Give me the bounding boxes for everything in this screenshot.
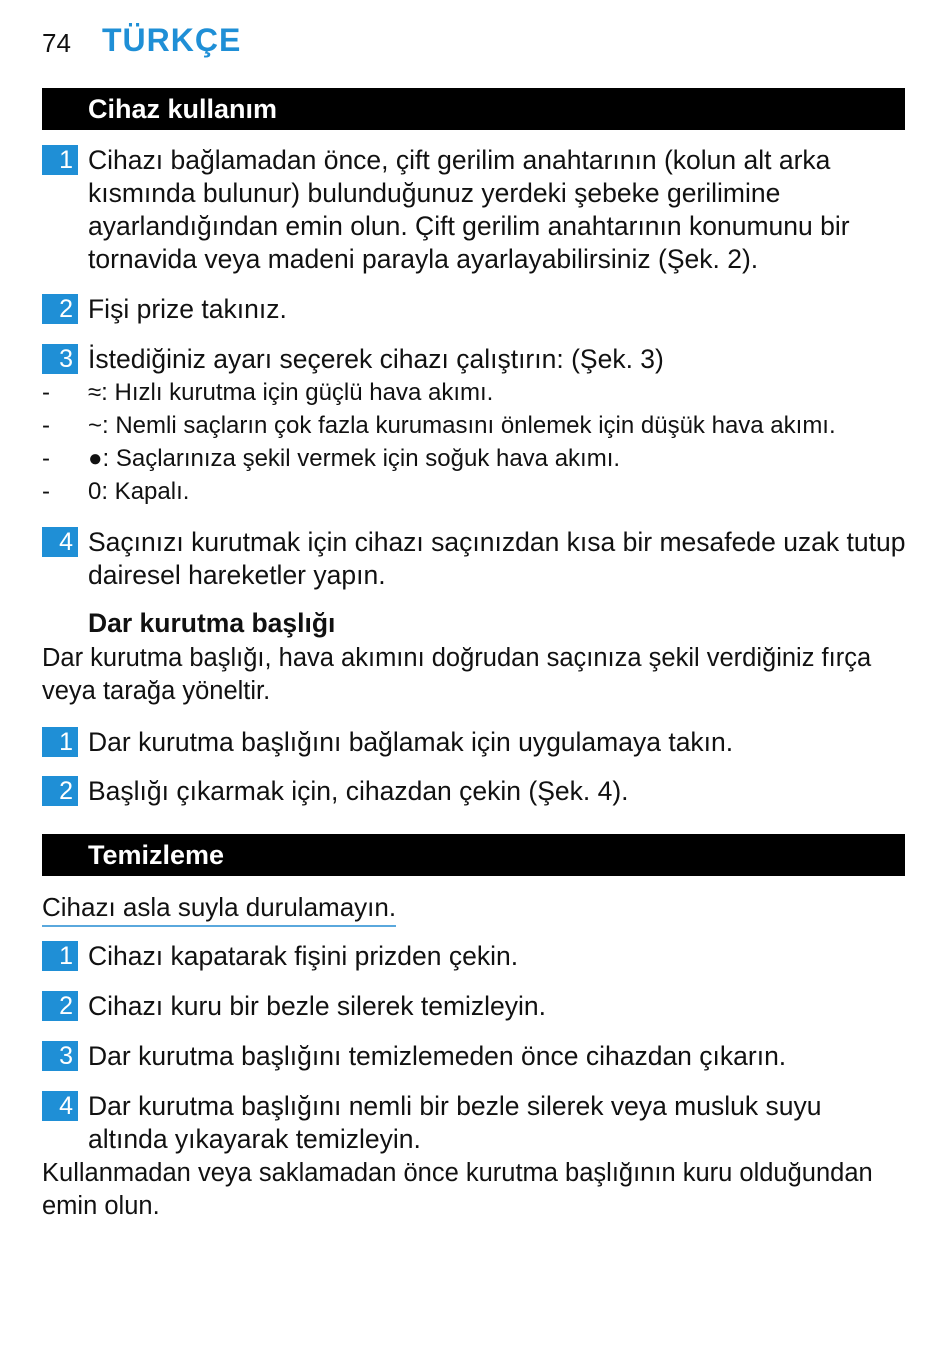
concentrator-heading: Dar kurutma başlığı (88, 608, 336, 638)
concentrator-intro: Dar kurutma başlığı, hava akımını doğrudan saçınıza şekil verdiğiniz fırça veya tarağa yöneltir. (42, 644, 872, 705)
cleaning-step-3 (42, 1040, 907, 1073)
setting-text: : Hızlı kurutma için güçlü hava akımı. (101, 379, 494, 406)
step-text: Cihazı bağlamadan önce, çift gerilim anahtarının (kolun alt arka kısmında bulunur) bulunduğunuz yerdeki şebeke gerilimine ayarlandığından emin olun. Çift gerilim anahtarının konumunu bir tornavida veya madeni parayla ayarlayabilirsiniz (Şek. 2). (88, 145, 850, 274)
step-text: Başlığı çıkarmak için, cihazdan çekin (Şek. 4). (88, 776, 629, 806)
section-header-usage (42, 88, 905, 130)
step-number: 3 (42, 1041, 78, 1071)
step-text: Dar kurutma başlığını bağlamak için uygulamaya takın. (88, 727, 734, 757)
setting-item (42, 475, 907, 508)
fast-airflow-icon: ≈ (88, 379, 102, 406)
cleaning-warning: Cihazı asla suyla durulamayın. (42, 891, 396, 927)
concentrator-step-2 (42, 775, 907, 808)
step-number: 1 (42, 145, 78, 175)
step-number: 1 (42, 941, 78, 971)
section-title: Cihaz kullanım (88, 94, 278, 124)
step-text: Fişi prize takınız. (88, 294, 287, 324)
cleaning-step-1 (42, 940, 907, 973)
dash-marker: - (42, 412, 50, 439)
usage-step-4 (42, 526, 907, 592)
step-number: 2 (42, 294, 78, 324)
language-title: TÜRKÇE (102, 22, 242, 58)
step-text: Saçınızı kurutmak için cihazı saçınızdan kısa bir mesafede uzak tutup dairesel hareketler yapın. (88, 527, 906, 590)
setting-item (42, 376, 907, 409)
usage-step-3 (42, 343, 907, 376)
step-text: İstediğiniz ayarı seçerek cihazı çalıştırın: (Şek. 3) (88, 344, 664, 374)
cleaning-step-2 (42, 990, 907, 1023)
step-number: 4 (42, 1091, 78, 1121)
setting-text: : Saçlarınıza şekil vermek için soğuk hava akımı. (102, 445, 621, 472)
section-title: Temizleme (88, 840, 225, 870)
setting-item (42, 442, 907, 475)
step-text: Cihazı kapatarak fişini prizden çekin. (88, 941, 519, 971)
setting-text: : Nemli saçların çok fazla kurumasını önlemek için düşük hava akımı. (102, 412, 836, 439)
step-number: 2 (42, 776, 78, 806)
usage-step-2 (42, 293, 907, 326)
cleaning-step-4 (42, 1090, 907, 1156)
setting-item (42, 409, 907, 442)
dash-marker: - (42, 478, 50, 505)
gentle-airflow-icon: ~ (88, 412, 103, 439)
cool-airflow-icon: ● (88, 445, 103, 472)
step-number: 3 (42, 344, 78, 374)
step-number: 4 (42, 527, 78, 557)
step-text: Dar kurutma başlığını temizlemeden önce cihazdan çıkarın. (88, 1041, 787, 1071)
section-header-cleaning (42, 834, 905, 876)
step-number: 1 (42, 727, 78, 757)
usage-step-1 (42, 144, 907, 276)
concentrator-step-1 (42, 726, 907, 759)
step-text: Dar kurutma başlığını nemli bir bezle silerek veya musluk suyu altında yıkayarak temizleyin. (88, 1091, 822, 1154)
step-text: Cihazı kuru bir bezle silerek temizleyin. (88, 991, 547, 1021)
dash-marker: - (42, 379, 50, 406)
cleaning-note: Kullanmadan veya saklamadan önce kurutma başlığının kuru olduğundan emin olun. (42, 1159, 873, 1220)
dash-marker: - (42, 445, 50, 472)
step-number: 2 (42, 991, 78, 1021)
setting-text: 0: Kapalı. (88, 478, 190, 505)
page-number: 74 (42, 28, 71, 58)
